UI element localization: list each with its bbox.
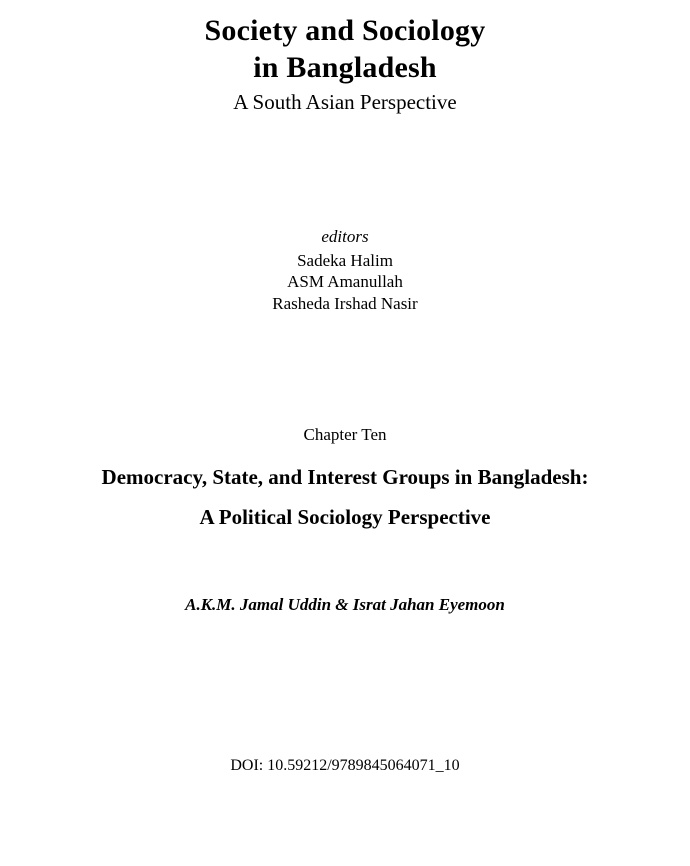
book-title-line-2: in Bangladesh: [253, 51, 437, 84]
chapter-title-line-2: A Political Sociology Perspective: [199, 505, 491, 529]
book-subtitle: A South Asian Perspective: [233, 90, 457, 114]
editors-label: editors: [321, 227, 369, 246]
chapter-title: [0, 457, 690, 537]
chapter-title-line-1: Democracy, State, and Interest Groups in Bangladesh:: [101, 465, 589, 489]
book-title: [0, 12, 690, 86]
editor-name: ASM Amanullah: [287, 272, 403, 291]
editor-name: Sadeka Halim: [297, 250, 393, 270]
editor-name: Rasheda Irshad Nasir: [272, 293, 418, 313]
book-title-line-1: Society and Sociology: [204, 14, 486, 47]
chapter-number-label: Chapter Ten: [303, 425, 387, 444]
doi-text: DOI: 10.59212/9789845064071_10: [230, 757, 460, 774]
editors-section: [0, 226, 690, 314]
chapter-authors: A.K.M. Jamal Uddin & Israt Jahan Eyemoon: [185, 595, 505, 614]
